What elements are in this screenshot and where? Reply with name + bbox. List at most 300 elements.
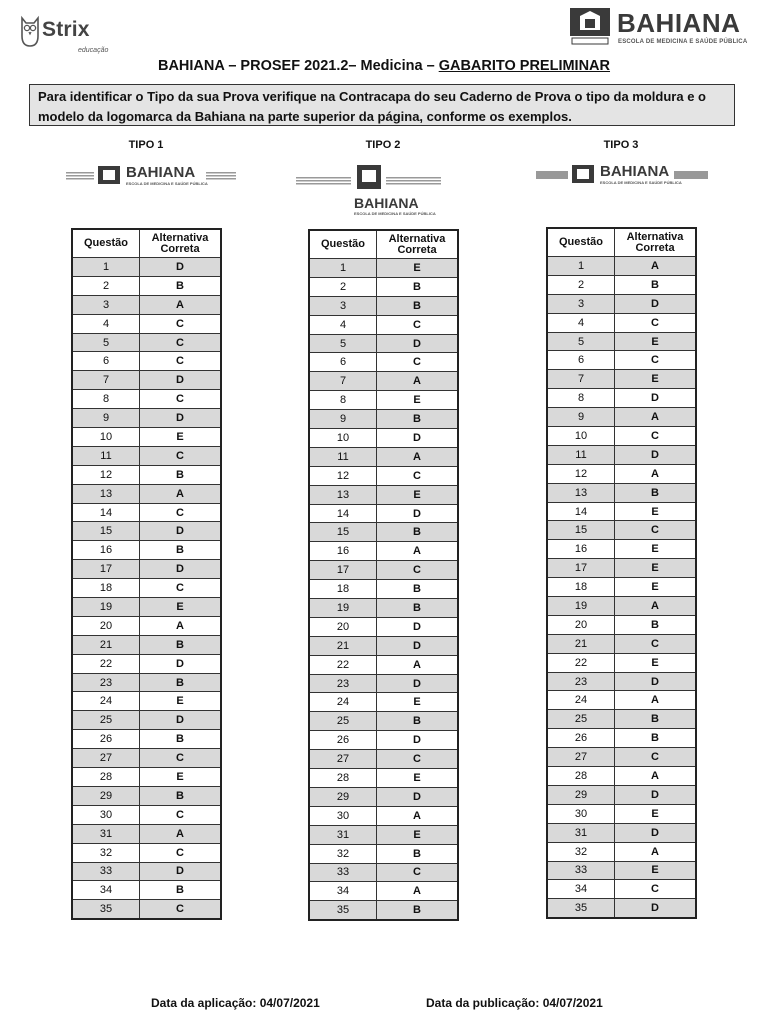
question-number: 32 [72, 843, 140, 862]
correct-answer: B [140, 730, 222, 749]
table-row [309, 466, 458, 485]
table-row [309, 561, 458, 580]
table-row [547, 861, 696, 880]
question-number: 19 [309, 599, 377, 618]
question-number: 29 [309, 787, 377, 806]
table-row [309, 863, 458, 882]
question-number: 28 [72, 768, 140, 787]
bahiana-logo [568, 6, 748, 48]
table-row [72, 616, 221, 635]
correct-answer: C [615, 748, 697, 767]
correct-answer: C [615, 313, 697, 332]
table-row [547, 427, 696, 446]
table-row [547, 540, 696, 559]
correct-answer: A [377, 806, 459, 825]
correct-answer: B [377, 523, 459, 542]
correct-answer: B [140, 541, 222, 560]
table-row [72, 768, 221, 787]
question-number: 1 [309, 259, 377, 278]
table-row [547, 615, 696, 634]
page-title [0, 58, 768, 74]
table-row [72, 295, 221, 314]
correct-answer: C [615, 634, 697, 653]
question-number: 27 [547, 748, 615, 767]
correct-answer: E [377, 259, 459, 278]
table-header-row [309, 230, 458, 259]
correct-answer: D [615, 785, 697, 804]
question-number: 14 [547, 502, 615, 521]
table-row [309, 523, 458, 542]
question-number: 16 [309, 542, 377, 561]
question-number: 23 [72, 673, 140, 692]
correct-answer: E [615, 861, 697, 880]
question-number: 5 [547, 332, 615, 351]
table-row [309, 353, 458, 372]
table-row [72, 862, 221, 881]
table-row [72, 446, 221, 465]
table-row [309, 580, 458, 599]
table-row [547, 672, 696, 691]
question-number: 2 [547, 275, 615, 294]
correct-answer: A [377, 655, 459, 674]
question-number: 24 [547, 691, 615, 710]
correct-answer: B [377, 712, 459, 731]
correct-answer: E [615, 804, 697, 823]
correct-answer: D [377, 636, 459, 655]
tipo-2-tagline: ESCOLA DE MEDICINA E SAÚDE PÚBLICA [354, 211, 436, 216]
table-row [72, 786, 221, 805]
header-alternativa-line2: Correta [397, 243, 437, 256]
tipo-2-logo [296, 163, 441, 215]
question-number: 18 [309, 580, 377, 599]
strix-wordmark: Strix [42, 18, 90, 41]
correct-answer: A [615, 691, 697, 710]
correct-answer: B [377, 599, 459, 618]
correct-answer: C [377, 750, 459, 769]
correct-answer: A [377, 542, 459, 561]
question-number: 27 [309, 750, 377, 769]
correct-answer: B [377, 410, 459, 429]
tipo-2-wordmark: BAHIANA [354, 195, 419, 211]
question-number: 15 [72, 522, 140, 541]
table-row [72, 805, 221, 824]
question-number: 8 [309, 391, 377, 410]
table-row [547, 445, 696, 464]
question-number: 8 [72, 390, 140, 409]
correct-answer: E [615, 370, 697, 389]
correct-answer: B [140, 881, 222, 900]
correct-answer: C [140, 352, 222, 371]
table-row [309, 787, 458, 806]
table-row [547, 785, 696, 804]
table-row [547, 257, 696, 276]
question-number: 20 [309, 617, 377, 636]
question-number: 25 [309, 712, 377, 731]
table-row [309, 391, 458, 410]
correct-answer: E [377, 485, 459, 504]
correct-answer: D [140, 560, 222, 579]
table-row [309, 806, 458, 825]
correct-answer: B [377, 296, 459, 315]
correct-answer: A [140, 616, 222, 635]
question-number: 5 [72, 333, 140, 352]
table-row [309, 693, 458, 712]
table-row [72, 390, 221, 409]
table-header-row [72, 229, 221, 258]
correct-answer: A [615, 257, 697, 276]
question-number: 8 [547, 389, 615, 408]
question-number: 18 [547, 578, 615, 597]
correct-answer: A [615, 767, 697, 786]
question-number: 13 [72, 484, 140, 503]
table-row [309, 901, 458, 920]
table-row [547, 464, 696, 483]
table-row [547, 294, 696, 313]
correct-answer: B [615, 729, 697, 748]
correct-answer: D [377, 617, 459, 636]
answer-table-tipo-2 [308, 229, 459, 921]
table-row [547, 767, 696, 786]
correct-answer: D [377, 504, 459, 523]
correct-answer: D [377, 674, 459, 693]
correct-answer: B [615, 710, 697, 729]
correct-answer: E [140, 428, 222, 447]
correct-answer: E [615, 578, 697, 597]
header-questao: Questão [72, 229, 140, 258]
correct-answer: A [615, 842, 697, 861]
question-number: 4 [309, 315, 377, 334]
question-number: 22 [547, 653, 615, 672]
question-number: 33 [547, 861, 615, 880]
header-alternativa-line2: Correta [160, 242, 200, 255]
table-row [309, 599, 458, 618]
correct-answer: C [377, 353, 459, 372]
correct-answer: A [140, 295, 222, 314]
question-number: 25 [547, 710, 615, 729]
table-row [547, 748, 696, 767]
tipo-3-logo [536, 163, 708, 189]
table-row [309, 750, 458, 769]
correct-answer: E [615, 502, 697, 521]
table-row [547, 729, 696, 748]
question-number: 34 [547, 880, 615, 899]
tipo-2-label: TIPO 2 [365, 139, 401, 151]
header-alternativa [377, 230, 459, 259]
correct-answer: A [140, 484, 222, 503]
table-row [547, 408, 696, 427]
question-number: 4 [547, 313, 615, 332]
tipo-1-logo [66, 164, 236, 190]
correct-answer: A [377, 882, 459, 901]
question-number: 11 [547, 445, 615, 464]
table-row [72, 484, 221, 503]
table-row [309, 296, 458, 315]
question-number: 14 [309, 504, 377, 523]
question-number: 21 [309, 636, 377, 655]
correct-answer: E [615, 332, 697, 351]
table-row [72, 673, 221, 692]
table-row [547, 313, 696, 332]
question-number: 17 [547, 559, 615, 578]
table-row [72, 333, 221, 352]
correct-answer: E [615, 540, 697, 559]
table-row [72, 654, 221, 673]
correct-answer: E [140, 692, 222, 711]
question-number: 4 [72, 314, 140, 333]
correct-answer: E [377, 391, 459, 410]
correct-answer: D [615, 389, 697, 408]
correct-answer: E [377, 825, 459, 844]
table-row [547, 597, 696, 616]
table-row [72, 635, 221, 654]
correct-answer: D [377, 429, 459, 448]
question-number: 26 [309, 731, 377, 750]
table-row [547, 842, 696, 861]
question-number: 23 [309, 674, 377, 693]
correct-answer: C [615, 427, 697, 446]
table-row [72, 522, 221, 541]
question-number: 16 [72, 541, 140, 560]
question-number: 25 [72, 711, 140, 730]
correct-answer: D [615, 899, 697, 918]
correct-answer: A [140, 824, 222, 843]
correct-answer: D [140, 711, 222, 730]
question-number: 20 [72, 616, 140, 635]
correct-answer: C [140, 333, 222, 352]
table-row [72, 711, 221, 730]
table-row [72, 900, 221, 919]
table-row [309, 410, 458, 429]
tipo-3-tagline: ESCOLA DE MEDICINA E SAÚDE PÚBLICA [600, 180, 682, 185]
question-number: 19 [72, 598, 140, 617]
table-row [309, 844, 458, 863]
question-number: 11 [72, 446, 140, 465]
question-number: 6 [72, 352, 140, 371]
header-alternativa-line1: Alternativa [626, 230, 684, 243]
table-row [309, 429, 458, 448]
header-alternativa-line1: Alternativa [388, 232, 446, 245]
question-number: 32 [309, 844, 377, 863]
question-number: 1 [72, 258, 140, 277]
question-number: 31 [547, 823, 615, 842]
question-number: 28 [309, 769, 377, 788]
question-number: 24 [72, 692, 140, 711]
bahiana-tagline: ESCOLA DE MEDICINA E SAÚDE PÚBLICA [618, 39, 748, 45]
correct-answer: C [140, 843, 222, 862]
question-number: 31 [309, 825, 377, 844]
table-row [309, 617, 458, 636]
table-row [547, 559, 696, 578]
table-row [72, 276, 221, 295]
question-number: 35 [72, 900, 140, 919]
question-number: 1 [547, 257, 615, 276]
table-row [72, 541, 221, 560]
question-number: 20 [547, 615, 615, 634]
tipo-1-wordmark: BAHIANA [126, 164, 196, 181]
correct-answer: C [615, 351, 697, 370]
correct-answer: A [615, 464, 697, 483]
correct-answer: C [140, 390, 222, 409]
table-row [309, 636, 458, 655]
correct-answer: D [377, 787, 459, 806]
question-number: 13 [547, 483, 615, 502]
table-row [309, 674, 458, 693]
table-row [72, 598, 221, 617]
table-row [309, 259, 458, 278]
question-number: 30 [72, 805, 140, 824]
question-number: 5 [309, 334, 377, 353]
correct-answer: C [615, 880, 697, 899]
table-row [309, 334, 458, 353]
correct-answer: A [377, 372, 459, 391]
data-aplicacao: Data da aplicação: 04/07/2021 [151, 996, 320, 1010]
table-row [547, 483, 696, 502]
table-row [309, 712, 458, 731]
table-row [547, 275, 696, 294]
table-row [547, 578, 696, 597]
correct-answer: B [615, 615, 697, 634]
question-number: 10 [72, 428, 140, 447]
strix-subtitle: educação [78, 47, 109, 54]
table-row [309, 315, 458, 334]
correct-answer: C [377, 315, 459, 334]
table-row [72, 692, 221, 711]
question-number: 10 [309, 429, 377, 448]
table-row [72, 409, 221, 428]
table-row [547, 823, 696, 842]
tipo-3-label: TIPO 3 [603, 139, 639, 151]
correct-answer: D [377, 731, 459, 750]
question-number: 7 [72, 371, 140, 390]
correct-answer: A [377, 447, 459, 466]
table-row [309, 655, 458, 674]
question-number: 21 [72, 635, 140, 654]
correct-answer: D [615, 823, 697, 842]
instruction-box: Para identificar o Tipo da sua Prova verifique na Contracapa do seu Caderno de Prova o tipo da moldura e o modelo da logomarca da Bahiana na parte superior da página, conforme os exemplos. [29, 84, 735, 126]
question-number: 6 [309, 353, 377, 372]
table-row [547, 351, 696, 370]
table-row [547, 691, 696, 710]
correct-answer: C [140, 503, 222, 522]
table-row [309, 504, 458, 523]
correct-answer: D [140, 862, 222, 881]
correct-answer: C [140, 900, 222, 919]
correct-answer: C [140, 749, 222, 768]
correct-answer: E [377, 693, 459, 712]
table-row [309, 882, 458, 901]
question-number: 33 [72, 862, 140, 881]
question-number: 18 [72, 579, 140, 598]
correct-answer: B [615, 483, 697, 502]
question-number: 22 [72, 654, 140, 673]
question-number: 9 [547, 408, 615, 427]
title-gabarito: GABARITO PRELIMINAR [438, 58, 611, 74]
table-row [72, 730, 221, 749]
correct-answer: E [615, 559, 697, 578]
question-number: 33 [309, 863, 377, 882]
table-row [309, 731, 458, 750]
correct-answer: D [140, 258, 222, 277]
correct-answer: A [615, 408, 697, 427]
strix-logo [18, 12, 128, 52]
question-number: 3 [72, 295, 140, 314]
table-row [309, 825, 458, 844]
question-number: 23 [547, 672, 615, 691]
question-number: 15 [309, 523, 377, 542]
table-row [72, 314, 221, 333]
correct-answer: D [615, 445, 697, 464]
table-row [547, 502, 696, 521]
question-number: 11 [309, 447, 377, 466]
question-number: 35 [309, 901, 377, 920]
question-number: 34 [72, 881, 140, 900]
correct-answer: E [377, 769, 459, 788]
correct-answer: C [140, 314, 222, 333]
correct-answer: C [377, 561, 459, 580]
table-row [72, 258, 221, 277]
question-number: 29 [72, 786, 140, 805]
correct-answer: D [615, 294, 697, 313]
question-number: 2 [72, 276, 140, 295]
question-number: 6 [547, 351, 615, 370]
bahiana-seal-icon [568, 6, 612, 46]
question-number: 21 [547, 634, 615, 653]
question-number: 30 [309, 806, 377, 825]
table-row [547, 332, 696, 351]
table-row [547, 880, 696, 899]
correct-answer: C [377, 466, 459, 485]
question-number: 28 [547, 767, 615, 786]
table-row [309, 447, 458, 466]
correct-answer: E [140, 768, 222, 787]
question-number: 24 [309, 693, 377, 712]
table-row [309, 485, 458, 504]
table-row [547, 521, 696, 540]
title-main: BAHIANA – PROSEF 2021.2– Medicina – [157, 58, 439, 74]
correct-answer: B [140, 635, 222, 654]
question-number: 12 [547, 464, 615, 483]
header-alternativa-line1: Alternativa [151, 231, 209, 244]
owl-icon [18, 14, 42, 48]
question-number: 17 [72, 560, 140, 579]
header-questao: Questão [309, 230, 377, 259]
correct-answer: C [140, 805, 222, 824]
question-number: 32 [547, 842, 615, 861]
tipo-1-tagline: ESCOLA DE MEDICINA E SAÚDE PÚBLICA [126, 181, 208, 186]
data-publicacao: Data da publicação: 04/07/2021 [426, 996, 603, 1010]
question-number: 2 [309, 277, 377, 296]
table-row [547, 653, 696, 672]
correct-answer: D [140, 409, 222, 428]
correct-answer: C [615, 521, 697, 540]
question-number: 17 [309, 561, 377, 580]
table-row [309, 277, 458, 296]
header-alternativa-line2: Correta [635, 241, 675, 254]
question-number: 26 [547, 729, 615, 748]
correct-answer: D [377, 334, 459, 353]
question-number: 14 [72, 503, 140, 522]
tipo-3-wordmark: BAHIANA [600, 163, 670, 180]
correct-answer: B [615, 275, 697, 294]
answer-table-tipo-3 [546, 227, 697, 919]
table-header-row [547, 228, 696, 257]
bahiana-wordmark: BAHIANA [617, 8, 741, 38]
answer-table-tipo-1 [71, 228, 222, 920]
correct-answer: C [377, 863, 459, 882]
table-row [547, 389, 696, 408]
correct-answer: D [140, 371, 222, 390]
question-number: 19 [547, 597, 615, 616]
